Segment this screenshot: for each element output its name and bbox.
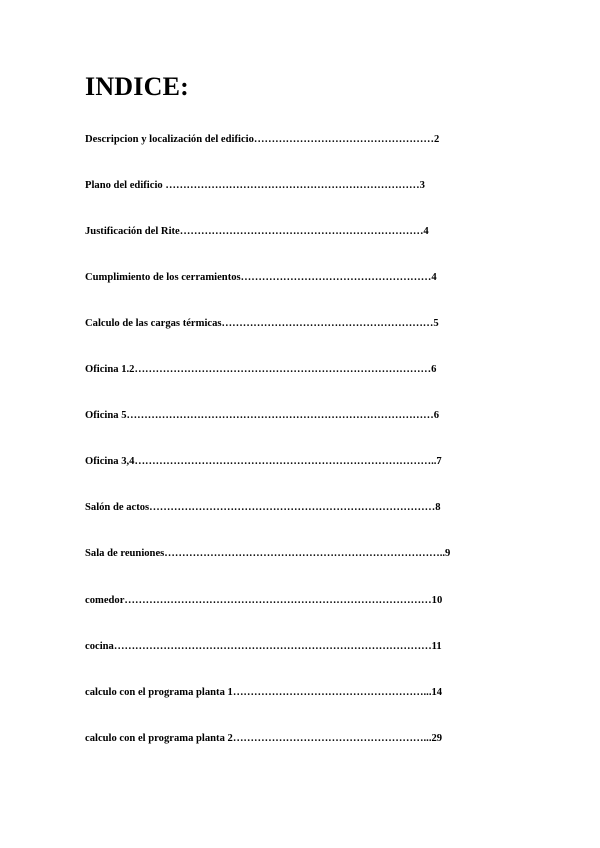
toc-entry-leader: ………………………………………………………………………… — [134, 364, 432, 375]
toc-entry-cumplimiento — [85, 270, 437, 286]
document-title: INDICE: — [85, 72, 189, 101]
toc-entry-page-number: 2 — [433, 134, 440, 145]
toc-entry-label: Plano del edificio — [85, 180, 166, 191]
toc-entry-page-number: 7 — [436, 456, 442, 467]
toc-entry-page-number: 6 — [431, 364, 437, 375]
toc-entry-page-number: 11 — [431, 641, 442, 652]
toc-entry-page-number: 10 — [431, 595, 443, 606]
toc-entry-leader: …………………………………………………… — [221, 318, 434, 329]
toc-entry-salon-actos — [85, 500, 441, 516]
toc-entry-label: Salón de actos — [85, 502, 150, 513]
toc-entry-calculo-cargas — [85, 316, 439, 332]
toc-entry-cocina — [85, 639, 442, 655]
toc-entry-page-number: 9 — [445, 548, 451, 559]
toc-entry-page-number: 4 — [423, 226, 429, 237]
toc-entry-leader: ………………………………………………... — [232, 687, 432, 698]
toc-entry-leader: ……………………………………………………………………… — [149, 502, 436, 513]
toc-entry-label: Oficina 1.2 — [85, 364, 135, 375]
toc-entry-oficina-1-2 — [85, 362, 436, 378]
toc-entry-leader: ……………………………………………………………………………… — [113, 641, 432, 652]
toc-entry-leader: …………………………………………………………… — [179, 226, 424, 237]
toc-entry-label: comedor — [85, 595, 125, 606]
toc-entry-page-number: 14 — [431, 687, 443, 698]
toc-entry-oficina-3-4 — [85, 454, 442, 470]
toc-entry-leader: …………………………………………………………………………… — [126, 410, 434, 421]
toc-entry-page-number: 5 — [433, 318, 439, 329]
toc-entry-leader: ……………………………………………………………… — [165, 180, 420, 191]
toc-entry-label: cocina — [85, 641, 114, 652]
toc-entry-calculo-planta-2 — [85, 731, 442, 747]
toc-entry-label: calculo con el programa planta 1 — [85, 687, 233, 698]
toc-entry-label: Sala de reuniones — [85, 548, 165, 559]
toc-entry-plano — [85, 178, 425, 194]
toc-entry-leader: …………………………………………………………………….. — [164, 548, 446, 559]
toc-entry-label: Calculo de las cargas térmicas — [85, 318, 222, 329]
toc-entry-page-number: 6 — [433, 410, 440, 421]
toc-entry-label: Cumplimiento de los cerramientos — [85, 272, 241, 283]
toc-entry-comedor — [85, 593, 442, 609]
toc-entry-descripcion — [85, 132, 439, 148]
toc-entry-label: Justificación del Rite — [85, 226, 180, 237]
toc-entry-page-number: 29 — [431, 733, 443, 744]
toc-entry-label: Oficina 5 — [85, 410, 127, 421]
toc-entry-label: Oficina 3,4 — [85, 456, 135, 467]
toc-entry-label: calculo con el programa planta 2 — [85, 733, 233, 744]
toc-entry-leader: …………………………………………… — [253, 134, 434, 145]
toc-entry-leader: ………………………………………………………………………….. — [134, 456, 437, 467]
toc-entry-oficina-5 — [85, 408, 439, 424]
toc-entry-calculo-planta-1 — [85, 685, 442, 701]
toc-entry-label: Descripcion y localización del edificio — [85, 134, 254, 145]
toc-entry-page-number: 4 — [431, 272, 437, 283]
toc-entry-leader: ……………………………………………… — [240, 272, 432, 283]
toc-entry-sala-reuniones — [85, 546, 450, 562]
toc-entry-leader: ………………………………………………... — [232, 733, 432, 744]
toc-entry-page-number: 3 — [419, 180, 425, 191]
toc-entry-justificacion — [85, 224, 429, 240]
toc-entry-page-number: 8 — [435, 502, 441, 513]
toc-entry-leader: …………………………………………………………………………… — [124, 595, 432, 606]
